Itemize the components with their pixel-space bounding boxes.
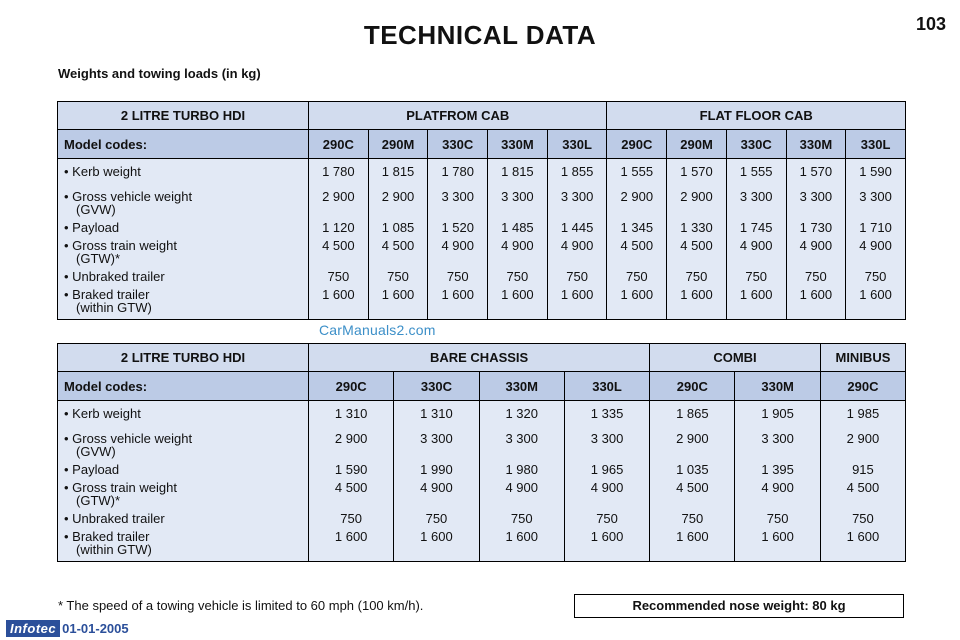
row-label-line: • Braked trailer <box>64 287 150 302</box>
value-cell: 1 310 <box>334 406 368 421</box>
value-cell: 750 <box>596 511 618 526</box>
value-cell: 1 520 <box>441 220 474 235</box>
value-cell: 1 600 <box>334 529 368 544</box>
model-code-cell: 330C <box>726 130 786 159</box>
value-cell: 4 900 <box>505 480 539 495</box>
value-cell: 1 035 <box>676 462 709 477</box>
value-cell: 3 300 <box>505 431 539 446</box>
value-cell: 2 900 <box>676 431 709 446</box>
value-column <box>309 401 394 562</box>
value-cell: 1 600 <box>739 287 773 302</box>
value-cell: 1 445 <box>560 220 594 235</box>
value-cell: 4 900 <box>560 238 594 253</box>
model-code-cell: 290C <box>650 372 735 401</box>
value-cell: 750 <box>340 511 362 526</box>
row-label-line: • Gross train weight <box>64 480 177 495</box>
nose-weight-box: Recommended nose weight: 80 kg <box>574 594 904 618</box>
value-cell: 750 <box>681 511 704 526</box>
value-cell: 4 900 <box>859 238 892 253</box>
value-cell: 1 555 <box>620 164 654 179</box>
value-cell: 750 <box>745 269 768 284</box>
value-cell: 750 <box>766 511 789 526</box>
row-label-line: • Unbraked trailer <box>64 269 165 284</box>
value-cell: 1 745 <box>739 220 773 235</box>
value-cell: 750 <box>506 269 529 284</box>
value-column <box>428 159 488 320</box>
weights-table-chassis <box>57 343 906 562</box>
value-cell: 2 900 <box>322 189 355 204</box>
value-cell: 1 555 <box>739 164 773 179</box>
page-title: TECHNICAL DATA <box>363 20 597 50</box>
value-column <box>479 401 564 562</box>
value-column <box>650 401 735 562</box>
value-cell: 1 600 <box>322 287 355 302</box>
value-cell: 3 300 <box>859 189 892 204</box>
value-cell: 4 500 <box>846 480 880 495</box>
value-column <box>726 159 786 320</box>
model-code-cell: 290C <box>607 130 667 159</box>
model-codes-row <box>58 130 906 159</box>
value-cell: 4 900 <box>441 238 474 253</box>
model-code-cell: 290C <box>309 130 369 159</box>
value-cell: 1 980 <box>505 462 539 477</box>
row-label-line: • Kerb weight <box>64 406 141 421</box>
row-label-line: • Gross vehicle weight <box>64 431 193 446</box>
value-cell: 4 500 <box>381 238 415 253</box>
row-label-line: (GVW) <box>76 444 116 459</box>
value-cell: 4 900 <box>739 238 773 253</box>
value-cell: 3 300 <box>739 189 773 204</box>
values-row <box>58 401 906 562</box>
row-label <box>64 530 308 556</box>
value-cell: 1 965 <box>590 462 624 477</box>
model-code-cell: 330M <box>786 130 846 159</box>
value-cell: 1 710 <box>859 220 892 235</box>
row-label-line: • Braked trailer <box>64 529 150 544</box>
value-cell: 750 <box>425 511 448 526</box>
value-column <box>488 159 548 320</box>
value-cell: 4 500 <box>676 480 709 495</box>
value-column <box>786 159 846 320</box>
engine-header-cell: 2 LITRE TURBO HDI <box>58 102 309 130</box>
row-label <box>64 165 308 190</box>
value-cell: 750 <box>327 269 350 284</box>
row-label-line: (GTW)* <box>76 251 121 266</box>
section-subtitle: Weights and towing loads (in kg) <box>58 66 261 81</box>
value-cell: 1 600 <box>420 529 453 544</box>
value-column <box>846 159 906 320</box>
value-cell: 4 900 <box>420 480 453 495</box>
value-cell: 1 320 <box>505 406 539 421</box>
row-label-line: • Payload <box>64 220 120 235</box>
model-code-cell: 330M <box>479 372 564 401</box>
group-header-cell: COMBI <box>650 344 821 372</box>
value-cell: 3 300 <box>761 431 794 446</box>
value-cell: 750 <box>510 511 533 526</box>
group-header-cell: MINIBUS <box>820 344 905 372</box>
weights-table-cabs <box>57 101 906 320</box>
group-header-cell: BARE CHASSIS <box>309 344 650 372</box>
value-cell: 3 300 <box>420 431 453 446</box>
value-cell: 1 600 <box>620 287 654 302</box>
value-cell: 3 300 <box>441 189 474 204</box>
value-cell: 1 730 <box>799 220 833 235</box>
model-code-cell: 330C <box>428 130 488 159</box>
row-label <box>64 221 308 239</box>
value-cell: 1 570 <box>680 164 713 179</box>
model-code-cell: 330C <box>394 372 479 401</box>
value-cell: 4 500 <box>680 238 713 253</box>
model-code-cell: 290C <box>309 372 394 401</box>
value-cell: 750 <box>805 269 827 284</box>
value-cell: 1 395 <box>761 462 794 477</box>
row-label <box>64 190 308 221</box>
model-code-cell: 290M <box>368 130 428 159</box>
value-column <box>667 159 727 320</box>
value-column <box>820 401 905 562</box>
footer <box>6 620 129 637</box>
value-cell: 1 600 <box>505 529 539 544</box>
group-header-row <box>58 344 906 372</box>
model-codes-label: Model codes: <box>58 130 309 159</box>
watermark-text: CarManuals2.com <box>319 322 436 338</box>
value-cell: 1 600 <box>846 529 880 544</box>
row-label <box>64 481 308 512</box>
group-header-cell: PLATFROM CAB <box>309 102 607 130</box>
value-cell: 1 815 <box>381 164 415 179</box>
value-cell: 1 310 <box>420 406 453 421</box>
value-cell: 3 300 <box>799 189 833 204</box>
value-cell: 1 345 <box>620 220 654 235</box>
infotec-logo: Infotec <box>6 620 60 637</box>
value-cell: 4 900 <box>761 480 794 495</box>
value-cell: 1 600 <box>590 529 624 544</box>
value-cell: 1 600 <box>501 287 534 302</box>
value-cell: 1 600 <box>560 287 594 302</box>
row-label <box>64 432 308 463</box>
value-cell: 750 <box>566 269 588 284</box>
value-cell: 4 900 <box>799 238 833 253</box>
row-label-line: (within GTW) <box>76 542 152 557</box>
footer-date: 01-01-2005 <box>62 621 129 636</box>
value-column <box>735 401 820 562</box>
value-cell: 1 120 <box>322 220 355 235</box>
value-cell: 2 900 <box>381 189 415 204</box>
value-cell: 750 <box>387 269 409 284</box>
value-cell: 1 600 <box>761 529 794 544</box>
value-column <box>368 159 428 320</box>
value-cell: 2 900 <box>680 189 713 204</box>
model-code-cell: 330L <box>547 130 607 159</box>
value-cell: 1 485 <box>501 220 534 235</box>
value-cell: 750 <box>625 269 648 284</box>
page-number: 103 <box>915 14 946 34</box>
row-label-line: (GVW) <box>76 202 116 217</box>
value-cell: 750 <box>446 269 469 284</box>
value-cell: 4 500 <box>334 480 368 495</box>
value-cell: 1 085 <box>381 220 415 235</box>
value-cell: 4 900 <box>590 480 624 495</box>
row-label-line: • Gross train weight <box>64 238 177 253</box>
value-column <box>564 401 649 562</box>
value-cell: 1 590 <box>859 164 892 179</box>
value-cell: 1 780 <box>441 164 474 179</box>
value-cell: 1 905 <box>761 406 794 421</box>
row-labels-cell <box>58 401 309 562</box>
value-cell: 1 865 <box>676 406 709 421</box>
row-label <box>64 288 308 314</box>
value-cell: 4 500 <box>620 238 654 253</box>
value-cell: 4 500 <box>322 238 355 253</box>
row-label-line: • Gross vehicle weight <box>64 189 193 204</box>
row-labels-cell <box>58 159 309 320</box>
row-label <box>64 407 308 432</box>
model-code-cell: 330L <box>846 130 906 159</box>
value-column <box>309 159 369 320</box>
row-label-line: • Kerb weight <box>64 164 141 179</box>
speed-footnote: * The speed of a towing vehicle is limited to 60 mph (100 km/h). <box>58 598 424 613</box>
value-cell: 1 330 <box>680 220 713 235</box>
value-column <box>607 159 667 320</box>
group-header-cell: FLAT FLOOR CAB <box>607 102 905 130</box>
value-cell: 1 600 <box>441 287 474 302</box>
model-code-cell: 290C <box>820 372 905 401</box>
value-cell: 1 600 <box>676 529 709 544</box>
group-header-row <box>58 102 906 130</box>
row-label <box>64 239 308 270</box>
model-code-cell: 330L <box>564 372 649 401</box>
value-cell: 2 900 <box>620 189 654 204</box>
value-cell: 2 900 <box>846 431 880 446</box>
value-cell: 1 335 <box>590 406 624 421</box>
value-cell: 1 600 <box>381 287 415 302</box>
row-label <box>64 463 308 481</box>
value-cell: 2 900 <box>334 431 368 446</box>
value-cell: 750 <box>685 269 708 284</box>
row-label-line: • Payload <box>64 462 120 477</box>
row-label <box>64 270 308 288</box>
value-cell: 750 <box>852 511 874 526</box>
value-cell: 3 300 <box>501 189 534 204</box>
model-code-cell: 330M <box>735 372 820 401</box>
row-label <box>64 512 308 530</box>
value-cell: 1 570 <box>799 164 833 179</box>
value-cell: 750 <box>864 269 887 284</box>
row-label-line: • Unbraked trailer <box>64 511 165 526</box>
value-cell: 1 990 <box>420 462 453 477</box>
value-column <box>394 401 479 562</box>
value-cell: 1 815 <box>501 164 534 179</box>
model-codes-label: Model codes: <box>58 372 309 401</box>
model-code-cell: 290M <box>667 130 727 159</box>
value-cell: 915 <box>852 462 874 477</box>
model-code-cell: 330M <box>488 130 548 159</box>
value-cell: 1 600 <box>680 287 713 302</box>
value-column <box>547 159 607 320</box>
row-label-line: (GTW)* <box>76 493 121 508</box>
value-cell: 1 855 <box>560 164 594 179</box>
value-cell: 1 985 <box>846 406 880 421</box>
row-label-line: (within GTW) <box>76 300 152 315</box>
values-row <box>58 159 906 320</box>
value-cell: 1 600 <box>799 287 833 302</box>
value-cell: 1 780 <box>322 164 355 179</box>
engine-header-cell: 2 LITRE TURBO HDI <box>58 344 309 372</box>
value-cell: 1 590 <box>334 462 368 477</box>
value-cell: 3 300 <box>560 189 594 204</box>
value-cell: 4 900 <box>501 238 534 253</box>
value-cell: 1 600 <box>859 287 892 302</box>
value-cell: 3 300 <box>590 431 624 446</box>
model-codes-row <box>58 372 906 401</box>
